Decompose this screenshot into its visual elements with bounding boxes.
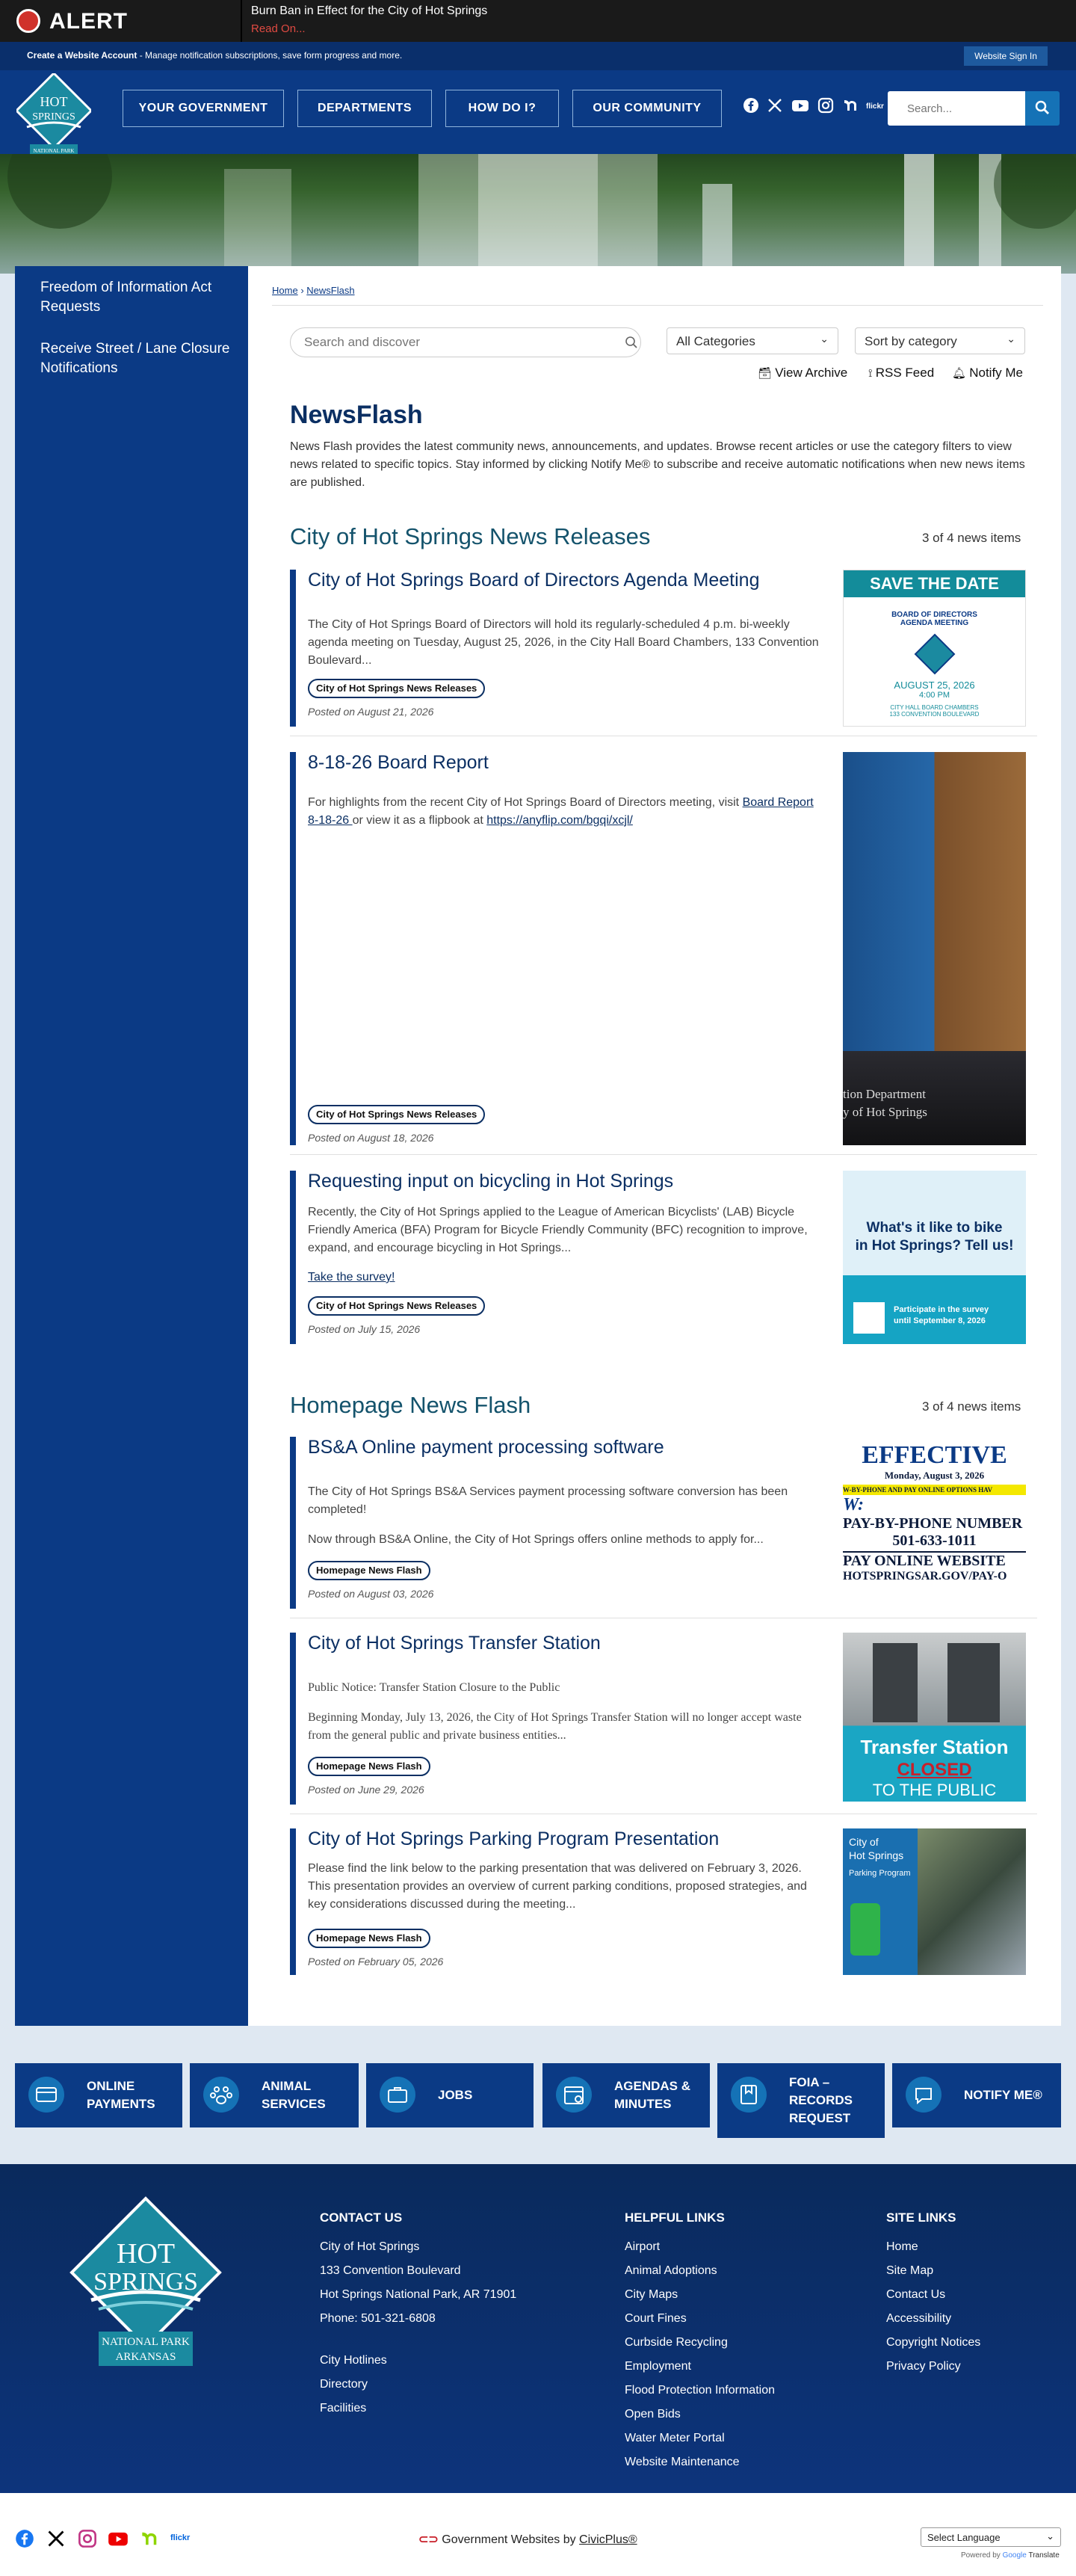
flickr-icon[interactable]: flickr	[866, 102, 884, 111]
create-account-link[interactable]: Create a Website Account	[27, 50, 137, 61]
card-icon	[28, 2077, 64, 2113]
footer-contact-address: 133 Convention Boulevard	[320, 2264, 461, 2277]
article-category-tag[interactable]: City of Hot Springs News Releases	[308, 1105, 485, 1124]
article-thumbnail[interactable]: Transfer Station CLOSED TO THE PUBLIC	[843, 1633, 1026, 1802]
site-search-input[interactable]	[888, 91, 1030, 126]
chevron-down-icon: ⌄	[1007, 333, 1015, 345]
article-category-tag[interactable]: City of Hot Springs News Releases	[308, 679, 485, 698]
facebook-icon[interactable]	[741, 97, 761, 117]
footer-link-copyright[interactable]: Copyright Notices	[886, 2336, 981, 2349]
article-thumbnail[interactable]: SAVE THE DATE BOARD OF DIRECTORS AGENDA MEETING AUGUST 25, 2026 4:00 PM CITY HALL BOARD CHAMBERS 133 CONVENTION BOULEVARD	[843, 570, 1026, 727]
civicplus-link[interactable]: CivicPlus®	[579, 2533, 637, 2546]
view-archive-link[interactable]: 🗃 View Archive	[758, 366, 848, 380]
breadcrumb-current[interactable]: NewsFlash	[306, 285, 355, 296]
news-article	[290, 1437, 1037, 1609]
page-title: NewsFlash	[290, 401, 423, 429]
bookmark-icon	[731, 2077, 767, 2113]
article-category-tag[interactable]: Homepage News Flash	[308, 1929, 430, 1948]
article-thumbnail[interactable]: tion Department y of Hot Springs	[843, 752, 1026, 1145]
sign-in-button[interactable]: Website Sign In	[964, 46, 1048, 66]
site-footer	[0, 2164, 1076, 2493]
footer-link-animal-adoptions[interactable]: Animal Adoptions	[625, 2264, 717, 2277]
nav-how-do-i[interactable]: HOW DO I?	[445, 90, 559, 127]
alert-title: ALERT	[49, 9, 128, 34]
footer-logo-line4: ARKANSAS	[115, 2351, 176, 2363]
breadcrumb-divider	[272, 305, 1043, 306]
alert-bar	[0, 0, 1076, 42]
article-thumbnail[interactable]: City of Hot Springs Parking Program	[843, 1828, 1026, 1975]
footer-link-water-meter-portal[interactable]: Water Meter Portal	[625, 2432, 725, 2444]
site-search-button[interactable]	[1025, 91, 1060, 126]
footer-logo-line2: SPRINGS	[93, 2268, 198, 2296]
footer-link-contact-us[interactable]: Contact Us	[886, 2288, 946, 2301]
quicklink-agendas-minutes[interactable]: AGENDAS & MINUTES	[542, 2063, 710, 2127]
footer-site-heading: SITE LINKS	[886, 2210, 956, 2225]
footer-link-city-maps[interactable]: City Maps	[625, 2288, 678, 2301]
article-thumbnail[interactable]: EFFECTIVE Monday, August 3, 2026 W-BY-PHONE AND PAY ONLINE OPTIONS HAV W: PAY-BY-PHONE NUMBER 501-633-1011 PAY ONLINE WEBSITE HOTSPRINGSAR.GOV/PAY-O	[843, 1437, 1026, 1586]
take-survey-link[interactable]: Take the survey!	[308, 1271, 395, 1284]
nav-your-government[interactable]: YOUR GOVERNMENT	[123, 90, 284, 127]
article-summary: The City of Hot Springs BS&A Services payment processing software conversion has been completed!	[308, 1485, 788, 1516]
logo-line1: HOT	[40, 94, 68, 109]
civicplus-icon: ⊂⊃	[418, 2533, 442, 2546]
sort-select[interactable]: Sort by category ⌄	[855, 327, 1025, 354]
article-posted-date: Posted on August 18, 2026	[308, 1132, 434, 1144]
logo-line2: SPRINGS	[32, 111, 75, 123]
account-bar-text: - Manage notification subscriptions, save form progress and more.	[137, 50, 403, 61]
quicklink-jobs[interactable]: JOBS	[366, 2063, 534, 2127]
article-summary: Recently, the City of Hot Springs applied to the League of American Bicyclists' (LAB) Bicycle Friendly America (BFA) Program for Bicycle Friendly Community (BFC) recognition to improve, expand, and encourage bicycling in Hot Springs...	[308, 1206, 808, 1254]
quicklink-foia-records[interactable]: FOIA – RECORDS REQUEST	[717, 2063, 885, 2138]
nav-our-community[interactable]: OUR COMMUNITY	[572, 90, 722, 127]
article-title-link[interactable]: City of Hot Springs Parking Program Presentation	[308, 1828, 720, 1849]
site-header	[0, 42, 1076, 154]
instagram-icon[interactable]	[816, 97, 835, 117]
article-title-link[interactable]: City of Hot Springs Board of Directors Agenda Meeting	[308, 570, 760, 591]
article-posted-date: Posted on August 03, 2026	[308, 1588, 434, 1600]
footer-contact-city: Hot Springs National Park, AR 71901	[320, 2288, 517, 2301]
paw-icon	[203, 2077, 239, 2113]
language-select[interactable]: Select Language ⌄	[921, 2527, 1061, 2547]
news-search-input[interactable]	[290, 327, 641, 357]
footer-logo-line3: NATIONAL PARK	[102, 2336, 190, 2348]
footer-link-flood-protection[interactable]: Flood Protection Information	[625, 2384, 775, 2397]
article-title-link[interactable]: Requesting input on bicycling in Hot Springs	[308, 1171, 674, 1192]
news-article	[290, 1171, 1037, 1344]
footer-logo[interactable]	[69, 2196, 223, 2372]
footer-link-facilities[interactable]: Facilities	[320, 2402, 367, 2415]
article-summary: Public Notice: Transfer Station Closure to the Public	[308, 1681, 560, 1694]
search-icon	[1034, 99, 1051, 116]
footer-link-open-bids[interactable]: Open Bids	[625, 2408, 681, 2421]
phone-graphic	[850, 1903, 880, 1956]
bell-icon: 🔔︎	[952, 367, 970, 380]
article-title-link[interactable]: BS&A Online payment processing software	[308, 1437, 664, 1458]
sidebar-item-foia[interactable]: Freedom of Information Act Requests	[40, 280, 212, 315]
news-article	[290, 1633, 1037, 1805]
footer-link-site-map[interactable]: Site Map	[886, 2264, 934, 2277]
article-summary-continued: Beginning Monday, July 13, 2026, the City of Hot Springs Transfer Station will no longer accept waste from the general public and private business entities...	[308, 1711, 802, 1742]
breadcrumb-home[interactable]: Home	[272, 285, 298, 296]
footer-link-city-hotlines[interactable]: City Hotlines	[320, 2354, 387, 2367]
powered-by-google: Powered by Google Translate	[961, 2551, 1060, 2560]
news-article	[290, 570, 1037, 727]
calendar-icon	[556, 2077, 592, 2113]
footer-link-home[interactable]: Home	[886, 2240, 918, 2253]
nav-departments[interactable]: DEPARTMENTS	[297, 90, 432, 127]
article-summary-continued: Now through BS&A Online, the City of Hot Springs offers online methods to apply for...	[308, 1533, 764, 1546]
article-category-tag[interactable]: City of Hot Springs News Releases	[308, 1296, 485, 1316]
article-thumbnail[interactable]: What's it like to bike in Hot Springs? Tell us! Participate in the survey until September 8, 2026	[843, 1171, 1026, 1344]
notify-me-link[interactable]: 🔔︎ Notify Me	[952, 366, 1024, 380]
footer-contact-name: City of Hot Springs	[320, 2240, 420, 2253]
hero-banner	[0, 154, 1076, 274]
civicplus-credit: ⊂⊃ Government Websites by CivicPlus®	[418, 2533, 637, 2546]
article-summary: Please find the link below to the parking presentation that was delivered on February 3, 2026. This presentation provides an overview of current parking conditions, proposed strategies, and key considerations discussed during the meeting...	[308, 1862, 807, 1911]
chevron-down-icon: ⌄	[820, 333, 829, 345]
x-icon[interactable]	[765, 97, 785, 117]
article-posted-date: Posted on August 21, 2026	[308, 706, 434, 718]
category-select[interactable]: All Categories ⌄	[667, 327, 838, 354]
footer-contact-heading: CONTACT US	[320, 2210, 403, 2225]
main-content	[248, 266, 1061, 2026]
section-count-news-releases: 3 of 4 news items	[922, 531, 1021, 545]
footer-link-website-maintenance[interactable]: Website Maintenance	[625, 2456, 740, 2468]
article-posted-date: Posted on June 29, 2026	[308, 1784, 424, 1796]
search-icon	[625, 336, 638, 349]
article-summary: For highlights from the recent City of Hot Springs Board of Directors meeting, visit Board Report 8-18-26 or view it as a flipbook at https://anyflip.com/bgqi/xcjl/	[308, 796, 814, 827]
article-title-link[interactable]: City of Hot Springs Transfer Station	[308, 1633, 601, 1654]
article-title-link[interactable]: 8-18-26 Board Report	[308, 752, 489, 773]
quicklink-notify-me[interactable]: NOTIFY ME®	[892, 2063, 1061, 2127]
section-title-homepage-news: Homepage News Flash	[290, 1392, 531, 1418]
footer-flickr-icon[interactable]: flickr	[170, 2533, 191, 2542]
breadcrumb: Home › NewsFlash	[272, 285, 355, 296]
rss-feed-link[interactable]: ⟟ RSS Feed	[868, 366, 935, 380]
footer-nextdoor-icon[interactable]	[140, 2529, 160, 2552]
section-title-news-releases: City of Hot Springs News Releases	[290, 523, 651, 549]
sidebar-item-street-closures[interactable]: Receive Street / Lane Closure Notifications	[40, 341, 230, 376]
page-intro: News Flash provides the latest community news, announcements, and updates. Browse recent articles or use the category filters to view news related to specific topics. Stay informed by clicking Notify Me® to subscribe and receive automatic notifications when new news items are published.	[290, 440, 1025, 489]
archive-icon: 🗃	[758, 367, 776, 380]
article-category-tag[interactable]: Homepage News Flash	[308, 1757, 430, 1776]
city-logo-icon	[914, 633, 956, 675]
footer-contact-phone: Phone: 501-321-6808	[320, 2312, 436, 2325]
article-category-tag[interactable]: Homepage News Flash	[308, 1561, 430, 1580]
rss-icon: ⟟	[868, 367, 876, 380]
footer-link-airport[interactable]: Airport	[625, 2240, 661, 2253]
briefcase-icon	[380, 2077, 415, 2113]
qr-code	[853, 1302, 885, 1334]
quicklink-animal-services[interactable]: ANIMAL SERVICES	[190, 2063, 359, 2127]
footer-link-directory[interactable]: Directory	[320, 2378, 368, 2391]
flipbook-link[interactable]: https://anyflip.com/bgqi/xcjl/	[486, 814, 633, 827]
alert-icon	[16, 9, 40, 33]
section-count-homepage-news: 3 of 4 news items	[922, 1399, 1021, 1414]
footer-youtube-icon[interactable]	[108, 2529, 129, 2552]
footer-link-privacy[interactable]: Privacy Policy	[886, 2360, 961, 2373]
alert-divider	[241, 0, 242, 42]
footer-x-icon[interactable]	[46, 2529, 66, 2552]
board-report-link[interactable]: Board Report 8-18-26	[308, 796, 814, 827]
chat-icon	[906, 2077, 942, 2113]
sidebar	[15, 266, 248, 2026]
nextdoor-icon[interactable]	[841, 97, 861, 117]
youtube-icon[interactable]	[791, 97, 810, 117]
article-summary: The City of Hot Springs Board of Directors will hold its regularly-scheduled 4 p.m. bi-weekly agenda meeting on Tuesday, August 25, 2026, in the City Hall Board Chambers, 133 Convention Boulevard...	[308, 618, 819, 667]
footer-link-accessibility[interactable]: Accessibility	[886, 2312, 952, 2325]
news-article	[290, 752, 1037, 1145]
article-posted-date: Posted on July 15, 2026	[308, 1323, 421, 1335]
bottom-bar	[0, 2493, 1076, 2576]
account-bar	[0, 42, 1076, 70]
footer-facebook-icon[interactable]	[15, 2529, 34, 2552]
quicklink-online-payments[interactable]: ONLINE PAYMENTS	[15, 2063, 182, 2127]
news-article	[290, 1828, 1037, 1975]
chevron-down-icon: ⌄	[1046, 2530, 1054, 2542]
footer-link-curbside-recycling[interactable]: Curbside Recycling	[625, 2336, 728, 2349]
logo-line3: NATIONAL PARK	[33, 148, 75, 154]
article-posted-date: Posted on February 05, 2026	[308, 1956, 444, 1968]
alert-message: Burn Ban in Effect for the City of Hot Springs	[251, 4, 488, 17]
alert-read-more-link[interactable]: Read On...	[251, 22, 306, 35]
footer-link-employment[interactable]: Employment	[625, 2360, 691, 2373]
footer-logo-line1: HOT	[116, 2238, 176, 2270]
footer-helpful-heading: HELPFUL LINKS	[625, 2210, 725, 2225]
footer-link-court-fines[interactable]: Court Fines	[625, 2312, 687, 2325]
footer-instagram-icon[interactable]	[78, 2529, 97, 2552]
